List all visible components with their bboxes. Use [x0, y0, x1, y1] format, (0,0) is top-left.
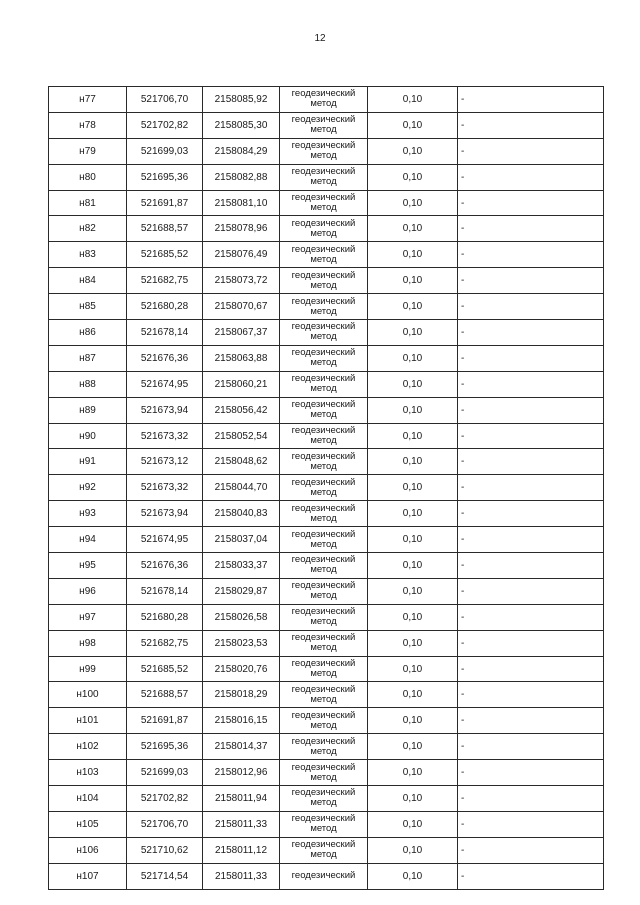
coordinate-x-cell: 521673,32 [127, 423, 203, 449]
point-id-cell: н91 [49, 449, 127, 475]
method-cell: геодезический метод [280, 708, 368, 734]
accuracy-cell: 0,10 [368, 708, 458, 734]
coordinate-x-cell: 521691,87 [127, 190, 203, 216]
coordinate-y-cell: 2158018,29 [203, 682, 280, 708]
coordinate-y-cell: 2158076,49 [203, 242, 280, 268]
coordinate-y-cell: 2158052,54 [203, 423, 280, 449]
method-cell: геодезический метод [280, 268, 368, 294]
point-id-cell: н93 [49, 501, 127, 527]
method-cell: геодезический [280, 863, 368, 889]
method-cell: геодезический метод [280, 734, 368, 760]
table-row [49, 682, 604, 708]
method-cell: геодезический метод [280, 164, 368, 190]
coordinate-y-cell: 2158084,29 [203, 138, 280, 164]
accuracy-cell: 0,10 [368, 242, 458, 268]
note-cell: - [458, 242, 604, 268]
coordinate-y-cell: 2158056,42 [203, 397, 280, 423]
point-id-cell: н77 [49, 87, 127, 113]
accuracy-cell: 0,10 [368, 449, 458, 475]
coordinate-x-cell: 521685,52 [127, 242, 203, 268]
coordinate-x-cell: 521680,28 [127, 604, 203, 630]
accuracy-cell: 0,10 [368, 863, 458, 889]
note-cell: - [458, 87, 604, 113]
coordinate-y-cell: 2158040,83 [203, 501, 280, 527]
note-cell: - [458, 604, 604, 630]
note-cell: - [458, 682, 604, 708]
coordinate-x-cell: 521699,03 [127, 138, 203, 164]
note-cell: - [458, 811, 604, 837]
note-cell: - [458, 786, 604, 812]
note-cell: - [458, 345, 604, 371]
table-row [49, 863, 604, 889]
note-cell: - [458, 656, 604, 682]
accuracy-cell: 0,10 [368, 216, 458, 242]
note-cell: - [458, 268, 604, 294]
method-cell: геодезический метод [280, 423, 368, 449]
table-row [49, 397, 604, 423]
note-cell: - [458, 837, 604, 863]
coordinate-y-cell: 2158014,37 [203, 734, 280, 760]
accuracy-cell: 0,10 [368, 760, 458, 786]
table-row [49, 578, 604, 604]
point-id-cell: н107 [49, 863, 127, 889]
coordinate-x-cell: 521678,14 [127, 320, 203, 346]
note-cell: - [458, 578, 604, 604]
method-cell: геодезический метод [280, 811, 368, 837]
point-id-cell: н99 [49, 656, 127, 682]
coordinate-x-cell: 521680,28 [127, 294, 203, 320]
note-cell: - [458, 863, 604, 889]
point-id-cell: н98 [49, 630, 127, 656]
point-id-cell: н102 [49, 734, 127, 760]
method-cell: геодезический метод [280, 786, 368, 812]
method-cell: геодезический метод [280, 475, 368, 501]
coordinate-x-cell: 521674,95 [127, 527, 203, 553]
table-row [49, 527, 604, 553]
coordinate-y-cell: 2158082,88 [203, 164, 280, 190]
table-row [49, 138, 604, 164]
coordinate-y-cell: 2158020,76 [203, 656, 280, 682]
coordinate-y-cell: 2158073,72 [203, 268, 280, 294]
coordinates-table-body [49, 87, 604, 890]
coordinate-y-cell: 2158029,87 [203, 578, 280, 604]
method-cell: геодезический метод [280, 371, 368, 397]
point-id-cell: н100 [49, 682, 127, 708]
table-row [49, 449, 604, 475]
accuracy-cell: 0,10 [368, 164, 458, 190]
coordinate-y-cell: 2158060,21 [203, 371, 280, 397]
coordinate-x-cell: 521688,57 [127, 682, 203, 708]
method-cell: геодезический метод [280, 553, 368, 579]
accuracy-cell: 0,10 [368, 345, 458, 371]
point-id-cell: н103 [49, 760, 127, 786]
coordinate-y-cell: 2158078,96 [203, 216, 280, 242]
coordinate-y-cell: 2158012,96 [203, 760, 280, 786]
note-cell: - [458, 423, 604, 449]
table-row [49, 708, 604, 734]
method-cell: геодезический метод [280, 449, 368, 475]
table-row [49, 553, 604, 579]
note-cell: - [458, 630, 604, 656]
point-id-cell: н101 [49, 708, 127, 734]
method-cell: геодезический метод [280, 242, 368, 268]
accuracy-cell: 0,10 [368, 604, 458, 630]
point-id-cell: н84 [49, 268, 127, 294]
point-id-cell: н90 [49, 423, 127, 449]
method-cell: геодезический метод [280, 216, 368, 242]
table-row [49, 320, 604, 346]
table-row [49, 112, 604, 138]
table-row [49, 734, 604, 760]
point-id-cell: н80 [49, 164, 127, 190]
method-cell: геодезический метод [280, 630, 368, 656]
method-cell: геодезический метод [280, 760, 368, 786]
coordinate-x-cell: 521702,82 [127, 786, 203, 812]
method-cell: геодезический метод [280, 294, 368, 320]
coordinate-x-cell: 521673,94 [127, 397, 203, 423]
accuracy-cell: 0,10 [368, 475, 458, 501]
coordinate-y-cell: 2158048,62 [203, 449, 280, 475]
point-id-cell: н81 [49, 190, 127, 216]
coordinate-y-cell: 2158033,37 [203, 553, 280, 579]
coordinate-x-cell: 521673,12 [127, 449, 203, 475]
accuracy-cell: 0,10 [368, 190, 458, 216]
point-id-cell: н83 [49, 242, 127, 268]
table-row [49, 190, 604, 216]
coordinate-y-cell: 2158044,70 [203, 475, 280, 501]
point-id-cell: н92 [49, 475, 127, 501]
accuracy-cell: 0,10 [368, 656, 458, 682]
accuracy-cell: 0,10 [368, 501, 458, 527]
table-row [49, 268, 604, 294]
coordinate-x-cell: 521706,70 [127, 811, 203, 837]
note-cell: - [458, 320, 604, 346]
coordinate-y-cell: 2158067,37 [203, 320, 280, 346]
accuracy-cell: 0,10 [368, 837, 458, 863]
accuracy-cell: 0,10 [368, 734, 458, 760]
table-row [49, 423, 604, 449]
note-cell: - [458, 553, 604, 579]
accuracy-cell: 0,10 [368, 527, 458, 553]
coordinate-x-cell: 521710,62 [127, 837, 203, 863]
coordinate-x-cell: 521691,87 [127, 708, 203, 734]
note-cell: - [458, 449, 604, 475]
method-cell: геодезический метод [280, 656, 368, 682]
table-row [49, 630, 604, 656]
note-cell: - [458, 475, 604, 501]
note-cell: - [458, 708, 604, 734]
point-id-cell: н88 [49, 371, 127, 397]
coordinate-x-cell: 521674,95 [127, 371, 203, 397]
note-cell: - [458, 294, 604, 320]
coordinate-y-cell: 2158026,58 [203, 604, 280, 630]
accuracy-cell: 0,10 [368, 553, 458, 579]
point-id-cell: н95 [49, 553, 127, 579]
point-id-cell: н79 [49, 138, 127, 164]
method-cell: геодезический метод [280, 87, 368, 113]
accuracy-cell: 0,10 [368, 682, 458, 708]
point-id-cell: н89 [49, 397, 127, 423]
note-cell: - [458, 501, 604, 527]
accuracy-cell: 0,10 [368, 138, 458, 164]
table-row [49, 164, 604, 190]
coordinate-y-cell: 2158070,67 [203, 294, 280, 320]
point-id-cell: н96 [49, 578, 127, 604]
point-id-cell: н106 [49, 837, 127, 863]
coordinate-y-cell: 2158011,12 [203, 837, 280, 863]
table-row [49, 242, 604, 268]
coordinate-x-cell: 521714,54 [127, 863, 203, 889]
table-row [49, 656, 604, 682]
coordinate-x-cell: 521695,36 [127, 734, 203, 760]
page-number: 12 [314, 33, 326, 44]
accuracy-cell: 0,10 [368, 786, 458, 812]
table-row [49, 371, 604, 397]
accuracy-cell: 0,10 [368, 811, 458, 837]
accuracy-cell: 0,10 [368, 320, 458, 346]
method-cell: геодезический метод [280, 682, 368, 708]
point-id-cell: н87 [49, 345, 127, 371]
table-row [49, 760, 604, 786]
table-row [49, 811, 604, 837]
point-id-cell: н85 [49, 294, 127, 320]
accuracy-cell: 0,10 [368, 268, 458, 294]
coordinate-y-cell: 2158063,88 [203, 345, 280, 371]
coordinate-x-cell: 521682,75 [127, 268, 203, 294]
method-cell: геодезический метод [280, 112, 368, 138]
coordinate-x-cell: 521676,36 [127, 553, 203, 579]
point-id-cell: н104 [49, 786, 127, 812]
note-cell: - [458, 760, 604, 786]
coordinate-x-cell: 521706,70 [127, 87, 203, 113]
point-id-cell: н82 [49, 216, 127, 242]
accuracy-cell: 0,10 [368, 112, 458, 138]
coordinate-y-cell: 2158011,33 [203, 863, 280, 889]
coordinate-x-cell: 521676,36 [127, 345, 203, 371]
coordinate-x-cell: 521673,32 [127, 475, 203, 501]
coordinate-x-cell: 521682,75 [127, 630, 203, 656]
table-row [49, 87, 604, 113]
method-cell: геодезический метод [280, 578, 368, 604]
method-cell: геодезический метод [280, 604, 368, 630]
coordinate-y-cell: 2158011,33 [203, 811, 280, 837]
coordinate-y-cell: 2158085,30 [203, 112, 280, 138]
coordinate-y-cell: 2158016,15 [203, 708, 280, 734]
method-cell: геодезический метод [280, 837, 368, 863]
coordinate-y-cell: 2158037,04 [203, 527, 280, 553]
coordinate-y-cell: 2158081,10 [203, 190, 280, 216]
coordinate-x-cell: 521678,14 [127, 578, 203, 604]
coordinate-x-cell: 521688,57 [127, 216, 203, 242]
coordinate-y-cell: 2158085,92 [203, 87, 280, 113]
point-id-cell: н105 [49, 811, 127, 837]
accuracy-cell: 0,10 [368, 578, 458, 604]
coordinate-x-cell: 521695,36 [127, 164, 203, 190]
note-cell: - [458, 527, 604, 553]
method-cell: геодезический метод [280, 138, 368, 164]
coordinate-x-cell: 521685,52 [127, 656, 203, 682]
point-id-cell: н97 [49, 604, 127, 630]
point-id-cell: н78 [49, 112, 127, 138]
table-row [49, 216, 604, 242]
coordinates-table [48, 86, 604, 890]
coordinate-x-cell: 521673,94 [127, 501, 203, 527]
table-row [49, 786, 604, 812]
method-cell: геодезический метод [280, 190, 368, 216]
accuracy-cell: 0,10 [368, 630, 458, 656]
note-cell: - [458, 112, 604, 138]
method-cell: геодезический метод [280, 397, 368, 423]
accuracy-cell: 0,10 [368, 423, 458, 449]
point-id-cell: н86 [49, 320, 127, 346]
note-cell: - [458, 371, 604, 397]
note-cell: - [458, 397, 604, 423]
note-cell: - [458, 190, 604, 216]
note-cell: - [458, 216, 604, 242]
method-cell: геодезический метод [280, 345, 368, 371]
coordinate-x-cell: 521699,03 [127, 760, 203, 786]
note-cell: - [458, 734, 604, 760]
coordinate-y-cell: 2158023,53 [203, 630, 280, 656]
accuracy-cell: 0,10 [368, 87, 458, 113]
table-row [49, 604, 604, 630]
accuracy-cell: 0,10 [368, 294, 458, 320]
table-row [49, 345, 604, 371]
table-row [49, 294, 604, 320]
note-cell: - [458, 138, 604, 164]
table-row [49, 475, 604, 501]
accuracy-cell: 0,10 [368, 371, 458, 397]
table-row [49, 837, 604, 863]
method-cell: геодезический метод [280, 320, 368, 346]
accuracy-cell: 0,10 [368, 397, 458, 423]
point-id-cell: н94 [49, 527, 127, 553]
table-row [49, 501, 604, 527]
coordinate-y-cell: 2158011,94 [203, 786, 280, 812]
method-cell: геодезический метод [280, 527, 368, 553]
note-cell: - [458, 164, 604, 190]
coordinate-x-cell: 521702,82 [127, 112, 203, 138]
method-cell: геодезический метод [280, 501, 368, 527]
